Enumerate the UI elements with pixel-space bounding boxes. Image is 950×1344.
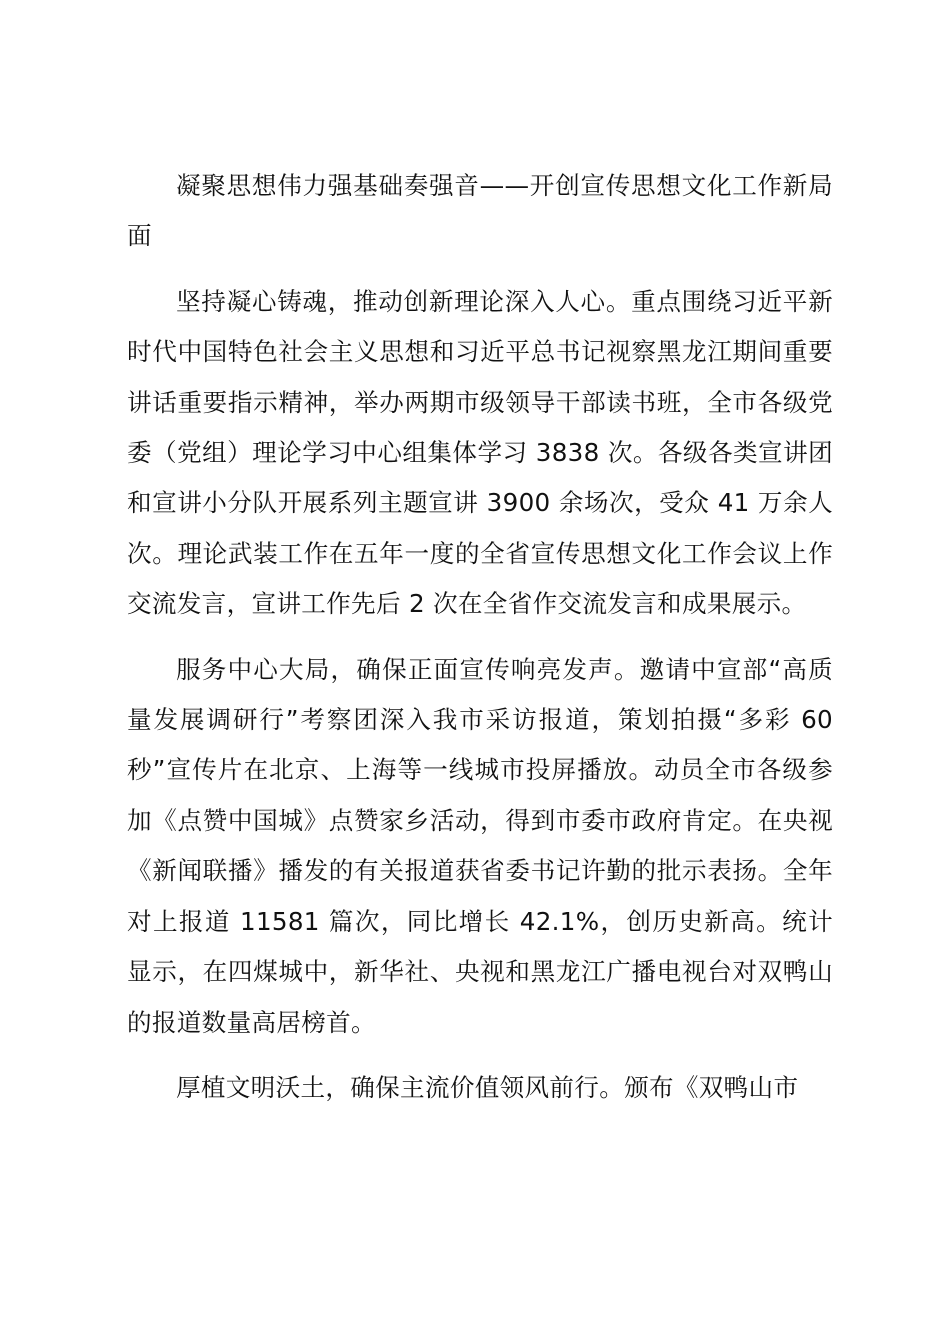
paragraph-civilization: 厚植文明沃土，确保主流价值领风前行。颁布《双鸭山市	[176, 1072, 799, 1102]
document-page	[127, 161, 833, 1113]
paragraph-positive-publicity: 服务中心大局，确保正面宣传响亮发声。邀请中宣部“高质量发展调研行”考察团深入我市采访报道，策划拍摄“多彩 60 秒”宣传片在北京、上海等一线城市投屏播放。动员全市各级参加《点赞中国城》点赞家乡活动，得到市委市政府肯定。在央视《新闻联播》播发的有关报道获省委书记许勤的批示表扬。全年对上报道 11581 篇次，同比增长 42.1%，创历史新高。统计显示，在四煤城中，新华社、央视和黑龙江广播电视台对双鸭山的报道数量高居榜首。	[127, 654, 833, 1037]
paragraph-theory-study: 坚持凝心铸魂，推动创新理论深入人心。重点围绕习近平新时代中国特色社会主义思想和习近平总书记视察黑龙江期间重要讲话重要指示精神，举办两期市级领导干部读书班，全市各级党委（党组）理论学习中心组集体学习 3838 次。各级各类宣讲团和宣讲小分队开展系列主题宣讲 3900 余场次，受众 41 万余人次。理论武装工作在五年一度的全省宣传思想文化工作会议上作交流发言，宣讲工作先后 2 次在全省作交流发言和成果展示。	[127, 286, 833, 619]
document-title: 凝聚思想伟力强基础奏强音——开创宣传思想文化工作新局面	[127, 171, 833, 251]
